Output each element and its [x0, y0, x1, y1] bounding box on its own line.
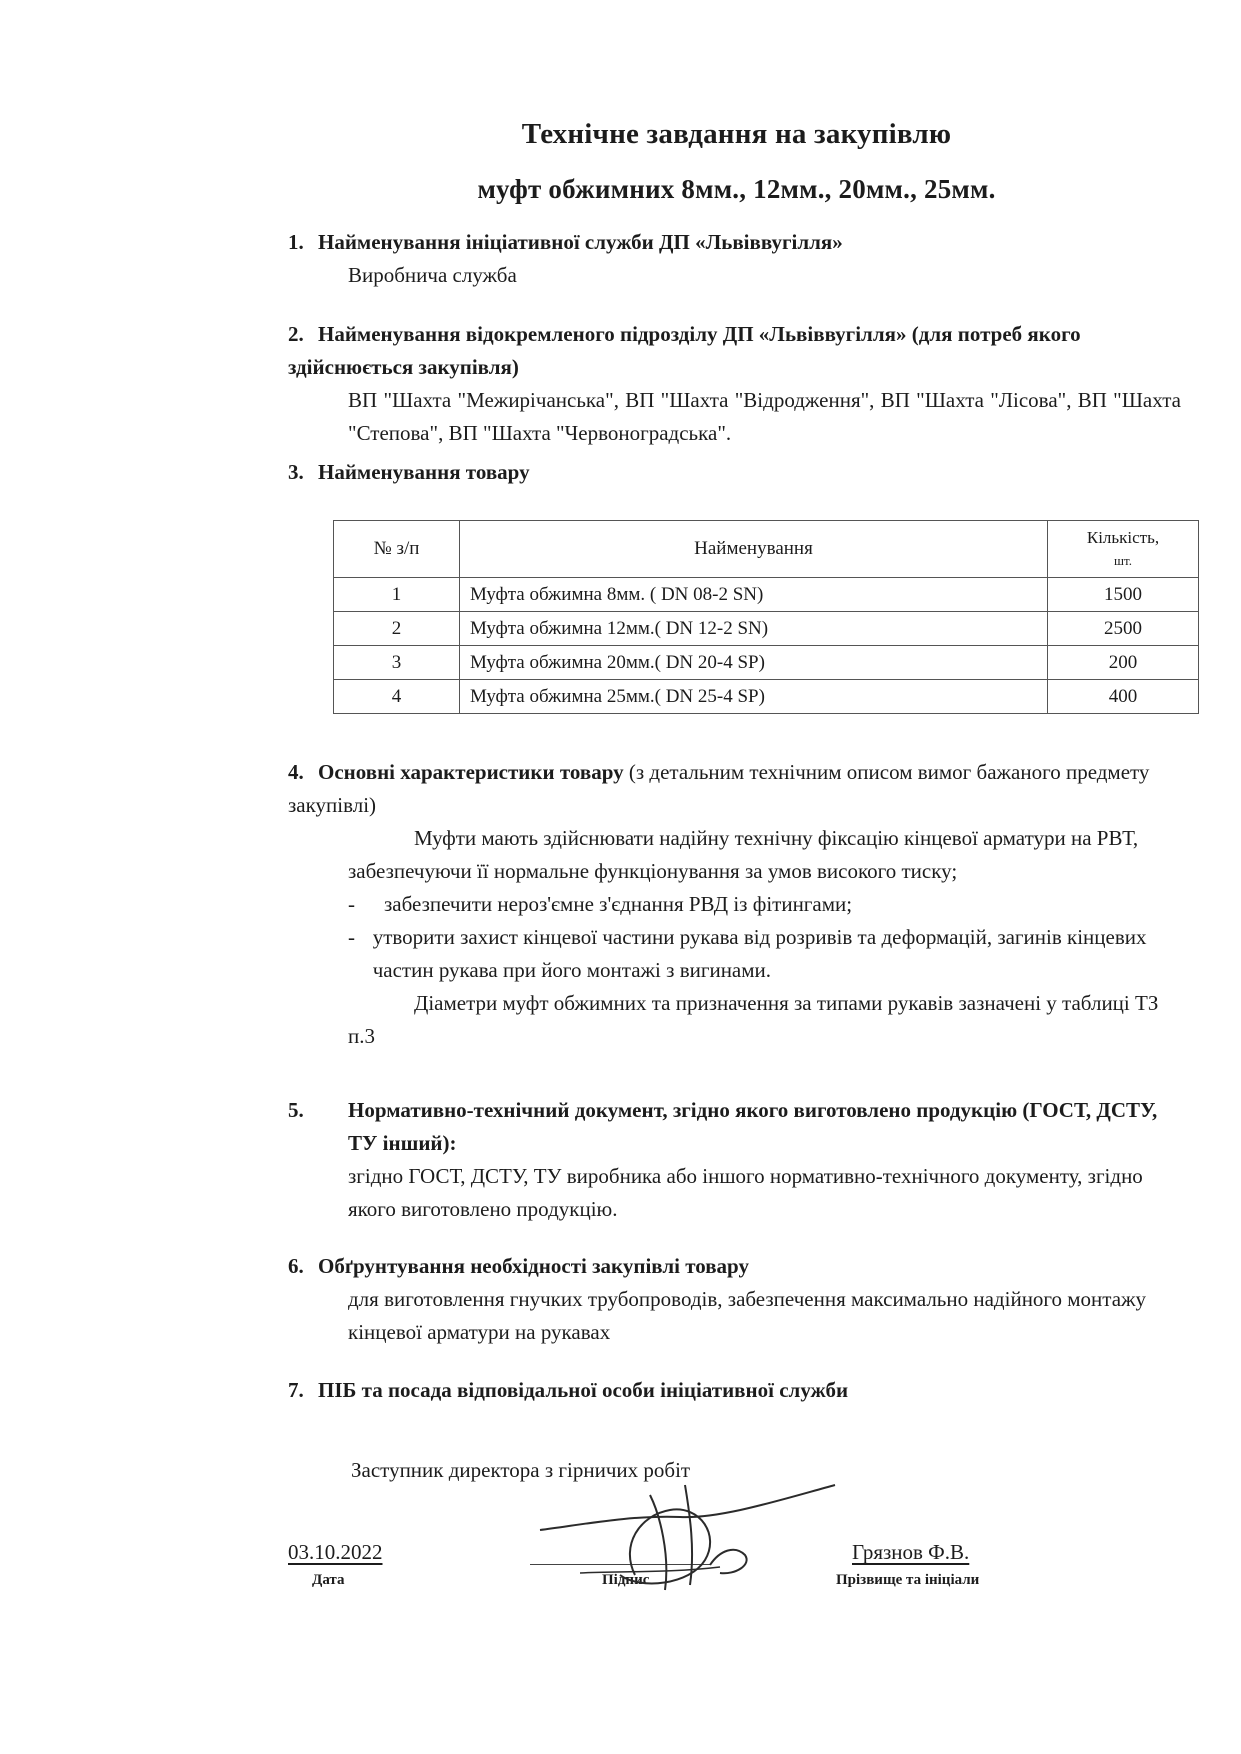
section-4 — [288, 756, 1181, 1053]
row-number: 1 — [334, 578, 460, 612]
section-1-body: Виробнича служба — [348, 263, 517, 287]
section-4-paragraph-2: Діаметри муфт обжимних та призначення за типами рукавів зазначені у таблиці ТЗ п.3 — [348, 991, 1159, 1048]
row-name: Муфта обжимна 8мм. ( DN 08-2 SN) — [460, 578, 1048, 612]
section-7 — [288, 1374, 1181, 1407]
date-label: Дата — [312, 1572, 345, 1588]
row-quantity: 2500 — [1048, 612, 1199, 646]
section-1-heading: Найменування ініціативної служби ДП «Львіввугілля» — [318, 230, 843, 254]
responsible-position: Заступник директора з гірничих робіт — [351, 1458, 691, 1482]
section-5-body: згідно ГОСТ, ДСТУ, ТУ виробника або іншого нормативно-технічного документу, згідно якого виготовлено продукцію. — [348, 1164, 1143, 1221]
section-6-number: 6. — [288, 1254, 304, 1278]
row-quantity: 200 — [1048, 646, 1199, 680]
document-title: Технічне завдання на закупівлю — [521, 118, 952, 150]
section-6 — [288, 1250, 1181, 1349]
section-5-heading: Нормативно-технічний документ, згідно якого виготовлено продукцію (ГОСТ, ДСТУ, ТУ інший): — [348, 1098, 1158, 1155]
section-3 — [288, 456, 1181, 489]
section-4-number: 4. — [288, 760, 304, 784]
column-header-name: Найменування — [460, 521, 1048, 578]
row-name: Муфта обжимна 25мм.( DN 25-4 SP) — [460, 680, 1048, 714]
section-2-number: 2. — [288, 322, 304, 346]
section-5-number: 5. — [288, 1098, 304, 1122]
section-5 — [288, 1094, 1181, 1226]
table-row — [334, 680, 1199, 714]
section-2 — [288, 318, 1181, 450]
section-3-number: 3. — [288, 460, 304, 484]
table-row — [334, 578, 1199, 612]
section-2-body: ВП "Шахта "Межирічанська", ВП "Шахта "Відродження", ВП "Шахта "Лісова", ВП "Шахта "Степова", ВП "Шахта "Червоноградська". — [348, 388, 1181, 445]
row-number: 2 — [334, 612, 460, 646]
name-value: Грязнов Ф.В. — [852, 1540, 970, 1564]
section-4-heading-note: (з детальним технічним описом вимог бажаного предмету закупівлі) — [288, 760, 1150, 817]
row-name: Муфта обжимна 20мм.( DN 20-4 SP) — [460, 646, 1048, 680]
section-2-heading: Найменування відокремленого підрозділу ДП «Львіввугілля» (для потреб якого здійснюється закупівля) — [288, 322, 1081, 379]
row-quantity: 400 — [1048, 680, 1199, 714]
table-row — [334, 612, 1199, 646]
section-1-number: 1. — [288, 230, 304, 254]
section-6-body: для виготовлення гнучких трубопроводів, забезпечення максимально надійного монтажу кінцевої арматури на рукавах — [348, 1287, 1147, 1344]
section-7-heading: ПІБ та посада відповідальної особи ініціативної служби — [318, 1378, 849, 1402]
section-6-heading: Обґрунтування необхідності закупівлі товару — [318, 1254, 749, 1278]
table-header-row — [334, 521, 1199, 578]
section-4-paragraph-1: Муфти мають здійснювати надійну технічну фіксацію кінцевої арматури на РВТ, забезпечуючи її нормальне функціонування за умов високого тиску; — [348, 826, 1139, 883]
table-row — [334, 646, 1199, 680]
section-1 — [288, 226, 1181, 292]
row-name: Муфта обжимна 12мм.( DN 12-2 SN) — [460, 612, 1048, 646]
column-header-quantity: Кількість, шт. — [1048, 521, 1199, 578]
row-number: 4 — [334, 680, 460, 714]
section-4-heading: Основні характеристики товару — [318, 760, 624, 784]
handwritten-signature — [520, 1455, 840, 1595]
section-4-bullet-2: - утворити захист кінцевої частини рукава від розривів та деформацій, загинів кінцевих частин рукава при його монтажі з вигинами. — [348, 925, 1147, 982]
section-4-bullet-1: - забезпечити нероз'ємне з'єднання РВД із фітингами; — [348, 892, 853, 916]
document-subtitle: муфт обжимних 8мм., 12мм., 20мм., 25мм. — [477, 174, 996, 204]
goods-table — [333, 520, 1199, 714]
signature-label: Підпис — [602, 1572, 650, 1588]
column-header-number: № з/п — [334, 521, 460, 578]
row-number: 3 — [334, 646, 460, 680]
row-quantity: 1500 — [1048, 578, 1199, 612]
section-3-heading: Найменування товару — [318, 460, 530, 484]
section-7-number: 7. — [288, 1378, 304, 1402]
date-value: 03.10.2022 — [288, 1540, 383, 1564]
name-label: Прізвище та ініціали — [836, 1572, 980, 1588]
